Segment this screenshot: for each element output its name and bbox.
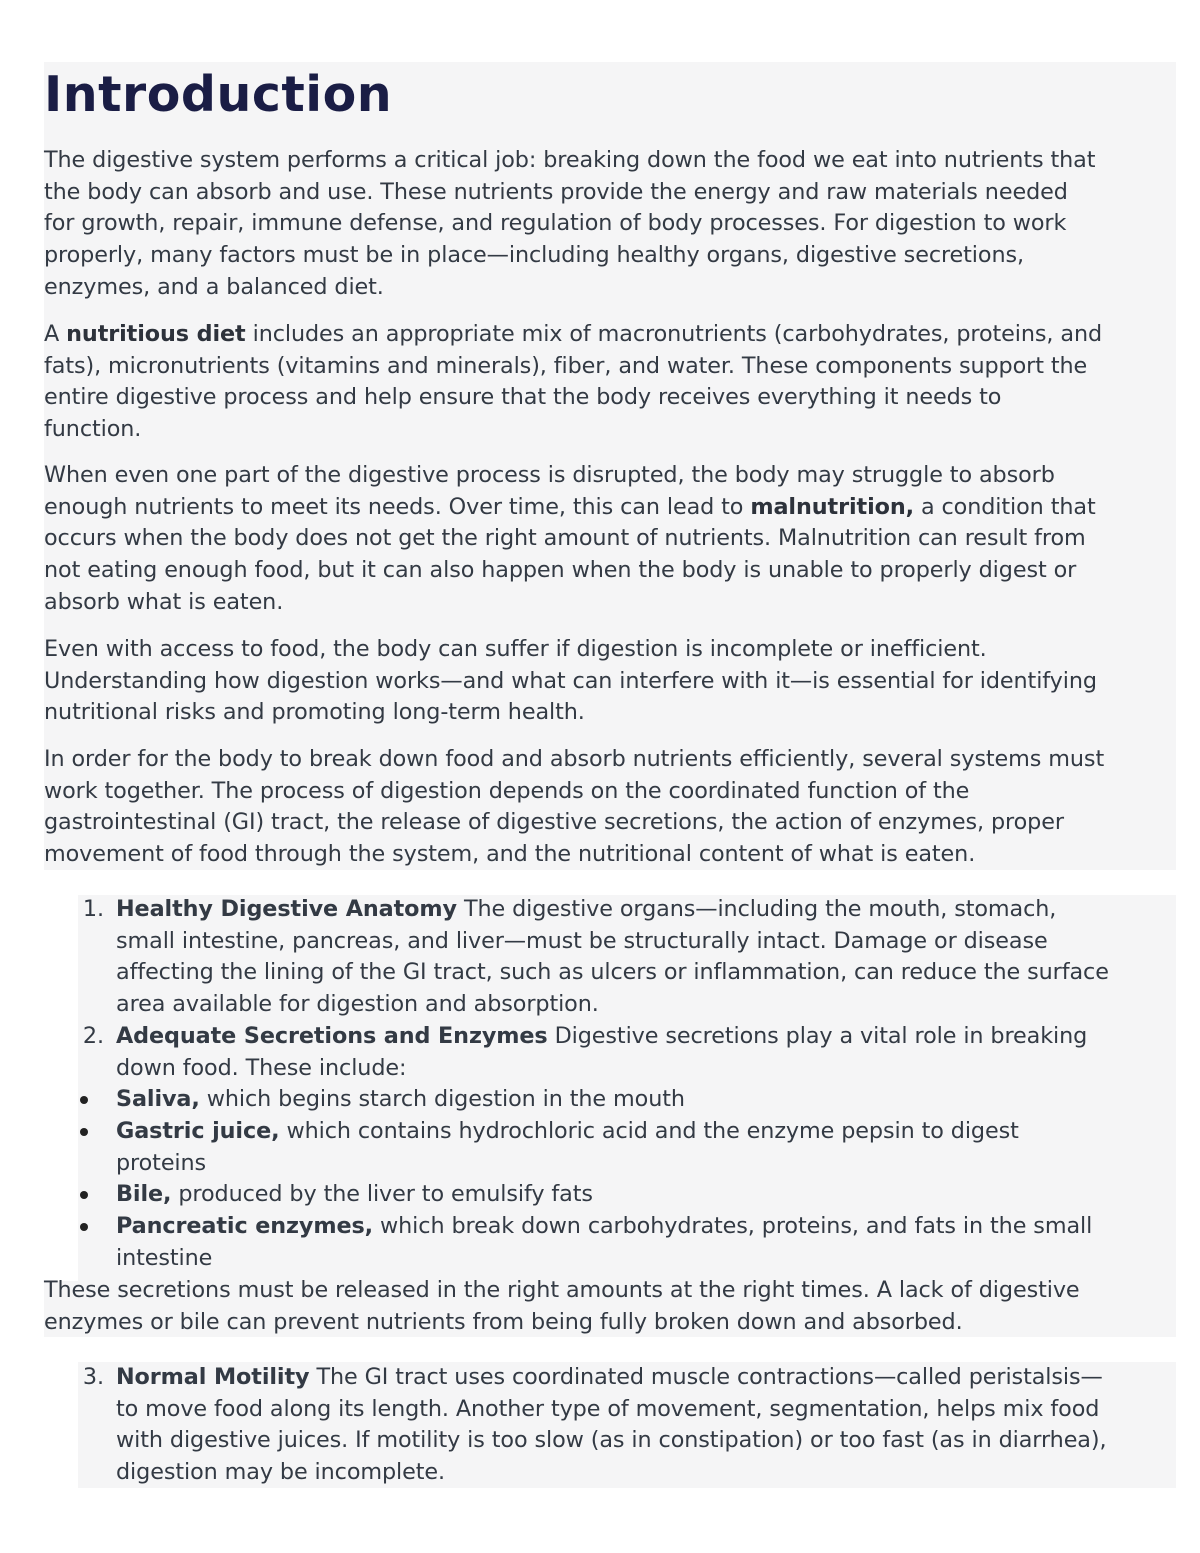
text-run: includes an appropriate mix of macronutrients (carbohydrates, proteins, and	[245, 321, 1103, 347]
text-line: small intestine, pancreas, and liver—must be structurally intact. Damage or disease	[116, 927, 1048, 954]
text-line: to move food along its length. Another type of movement, segmentation, helps mix food	[116, 1395, 1100, 1422]
text-line: properly, many factors must be in place—including healthy organs, digestive secretions,	[44, 242, 1024, 269]
bold-term: Pancreatic enzymes,	[116, 1213, 374, 1239]
bullet-icon	[80, 1223, 92, 1235]
list-item-title: Normal Motility	[116, 1364, 310, 1390]
text-run: which begins starch digestion in the mouth	[199, 1086, 685, 1112]
text-line	[116, 1362, 1106, 1394]
paragraph-access	[44, 634, 1176, 729]
text-line: work together. The process of digestion depends on the coordinated function of the	[44, 777, 970, 804]
text-run: The digestive organs—including the mouth, stomach,	[456, 896, 1057, 922]
paragraph-nutritious-diet	[44, 319, 1176, 446]
text-line	[116, 1084, 685, 1116]
bullet-icon	[80, 1096, 92, 1108]
text-line	[116, 1179, 593, 1211]
list-number: 1.	[82, 896, 104, 922]
text-line: entire digestive process and help ensure that the body receives everything it needs to	[44, 384, 1002, 411]
bullet-icon	[80, 1191, 92, 1203]
text-run: The GI tract uses coordinated muscle contractions—called peristalsis—	[309, 1364, 1103, 1390]
text-run: Digestive secretions play a vital role in breaking	[547, 1023, 1088, 1049]
list-number: 3.	[82, 1364, 104, 1390]
text-line: When even one part of the digestive process is disrupted, the body may struggle to absorb	[44, 462, 1055, 488]
bold-term: nutritious diet	[66, 321, 246, 347]
text-line: function.	[44, 416, 142, 443]
text-line: down food. These include:	[116, 1054, 407, 1081]
text-line: gastrointestinal (GI) tract, the release of digestive secretions, the action of enzymes, proper	[44, 809, 1064, 836]
text-line	[116, 894, 1109, 926]
text-line: proteins	[116, 1149, 207, 1176]
text-line: The digestive system performs a critical job: breaking down the food we eat into nutrients that	[44, 147, 1096, 173]
page-title: Introduction	[44, 66, 393, 123]
paragraph-malnutrition	[44, 460, 1176, 619]
text-line: absorb what is eaten.	[44, 588, 284, 615]
bullet-item-bile	[116, 1179, 593, 1211]
list-item-secretions	[116, 1021, 1087, 1084]
paragraph-systems	[44, 744, 1176, 871]
text-line: intestine	[116, 1244, 213, 1271]
bold-term: malnutrition,	[750, 493, 914, 520]
text-line: enzymes or bile can prevent nutrients from being fully broken down and absorbed.	[44, 1308, 963, 1335]
bullet-icon	[80, 1128, 92, 1140]
text-run: produced by the liver to emulsify fats	[171, 1181, 593, 1207]
list-item-motility	[116, 1362, 1106, 1489]
bullet-item-pancreatic-enzymes	[116, 1211, 1092, 1274]
bold-term: Saliva,	[116, 1086, 200, 1112]
list-item-title: Healthy Digestive Anatomy	[116, 896, 457, 922]
text-line: affecting the lining of the GI tract, such as ulcers or inflammation, can reduce the surface	[116, 959, 1109, 986]
text-run: a condition that	[913, 493, 1096, 520]
paragraph-intro	[44, 145, 1176, 304]
text-line: Even with access to food, the body can suffer if digestion is incomplete or inefficient.	[44, 636, 987, 662]
text-line: for growth, repair, immune defense, and regulation of body processes. For digestion to work	[44, 210, 1067, 237]
text-line: These secretions must be released in the right amounts at the right times. A lack of digestive	[44, 1277, 1080, 1303]
text-run: which contains hydrochloric acid and the enzyme pepsin to digest	[279, 1118, 1019, 1144]
text-line: area available for digestion and absorption.	[116, 991, 599, 1018]
text-line: enzymes, and a balanced diet.	[44, 273, 384, 300]
list-item-anatomy	[116, 894, 1109, 1021]
text-line: fats), micronutrients (vitamins and minerals), fiber, and water. These components support the	[44, 352, 1088, 379]
text-line: the body can absorb and use. These nutrients provide the energy and raw materials needed	[44, 178, 1068, 205]
text-line: In order for the body to break down food and absorb nutrients efficiently, several systems must	[44, 746, 1105, 772]
text-line: not eating enough food, but it can also happen when the body is unable to properly digest or	[44, 557, 1077, 584]
text-run: which break down carbohydrates, proteins, and fats in the small	[373, 1213, 1093, 1239]
text-run: A	[44, 321, 67, 347]
text-line	[116, 1116, 1019, 1148]
text-line	[44, 319, 1176, 351]
list-number: 2.	[82, 1023, 104, 1049]
text-line: with digestive juices. If motility is too slow (as in constipation) or too fast (as in diarrhea),	[116, 1427, 1107, 1454]
bullet-item-gastric-juice	[116, 1116, 1019, 1179]
paragraph-secretions-timing	[44, 1275, 1176, 1338]
text-line: occurs when the body does not get the right amount of nutrients. Malnutrition can result from	[44, 525, 1086, 552]
text-line: Understanding how digestion works—and what can interfere with it—is essential for identifying	[44, 667, 1097, 694]
text-line: movement of food through the system, and the nutritional content of what is eaten.	[44, 841, 976, 868]
text-line	[116, 1021, 1087, 1053]
bold-term: Gastric juice,	[116, 1118, 280, 1144]
bullet-item-saliva	[116, 1084, 685, 1116]
text-line	[44, 492, 1176, 524]
list-item-title: Adequate Secretions and Enzymes	[116, 1023, 548, 1049]
text-line: digestion may be incomplete.	[116, 1459, 446, 1486]
text-line: nutritional risks and promoting long-term health.	[44, 699, 585, 726]
text-line	[116, 1211, 1092, 1243]
bold-term: Bile,	[116, 1181, 172, 1207]
text-run: enough nutrients to meet its needs. Over time, this can lead to	[44, 493, 751, 520]
